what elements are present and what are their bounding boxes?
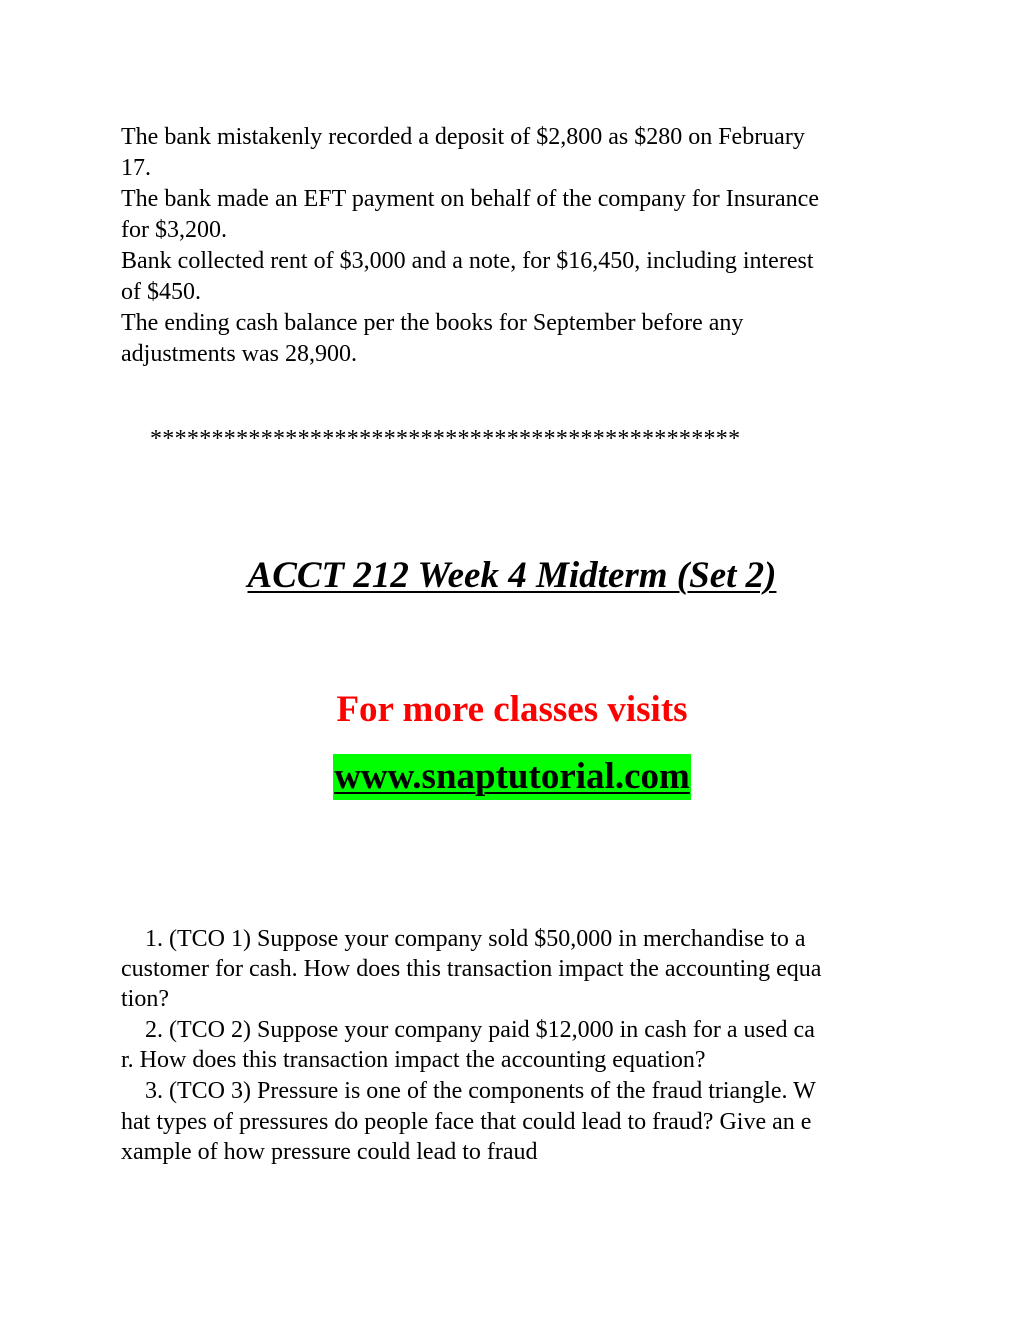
intro-line: The ending cash balance per the books for September before any — [121, 310, 744, 336]
intro-line: Bank collected rent of $3,000 and a note, for $16,450, including interest — [121, 248, 814, 274]
website-link[interactable]: www.snaptutorial.com — [333, 754, 691, 800]
intro-line: for $3,200. — [121, 217, 227, 243]
website-link-container — [0, 754, 1024, 800]
question-line: 3. (TCO 3) Pressure is one of the components of the fraud triangle. W — [121, 1078, 816, 1104]
intro-line: The bank made an EFT payment on behalf of the company for Insurance — [121, 186, 819, 212]
intro-line: 17. — [121, 155, 151, 181]
question-line: hat types of pressures do people face that could lead to fraud? Give an e — [121, 1109, 812, 1135]
intro-line: The bank mistakenly recorded a deposit of $2,800 as $280 on February — [121, 124, 805, 150]
question-line: 2. (TCO 2) Suppose your company paid $12,000 in cash for a used ca — [121, 1017, 815, 1043]
question-line: tion? — [121, 986, 169, 1012]
question-line: customer for cash. How does this transaction impact the accounting equa — [121, 956, 822, 982]
promo-heading: For more classes visits — [336, 689, 688, 730]
page-title: ACCT 212 Week 4 Midterm (Set 2) — [247, 555, 777, 596]
intro-line: of $450. — [121, 279, 201, 305]
separator: ************************************************ — [150, 426, 741, 452]
question-line: 1. (TCO 1) Suppose your company sold $50,000 in merchandise to a — [121, 926, 806, 952]
question-line: xample of how pressure could lead to fraud — [121, 1139, 538, 1165]
intro-line: adjustments was 28,900. — [121, 341, 357, 367]
question-line: r. How does this transaction impact the accounting equation? — [121, 1047, 706, 1073]
